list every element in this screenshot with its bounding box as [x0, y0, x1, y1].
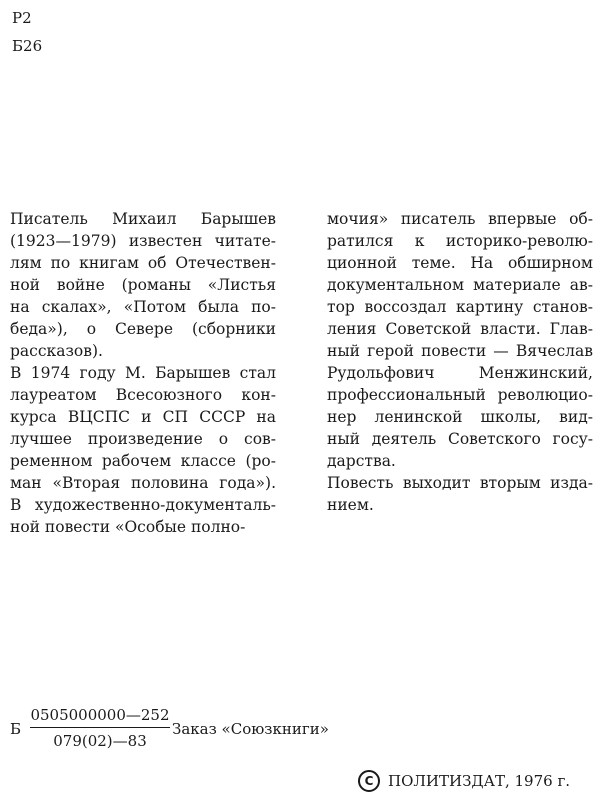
classification-code-1: Р2	[12, 9, 32, 27]
annotation-line: Писатель Михаил Барышев	[10, 210, 276, 228]
annotation-line: лям по книгам об Отечествен-	[10, 254, 276, 272]
annotation-line: дарства.	[327, 452, 396, 470]
annotation-line: беда»), о Севере (сборники	[10, 320, 276, 338]
annotation-line: В художественно-документаль-	[10, 496, 276, 514]
copyright-icon: C	[358, 770, 380, 792]
annotation-line: ционной теме. На обширном	[327, 254, 593, 272]
annotation-line: на скалах», «Потом была по-	[10, 298, 276, 316]
fraction-bar	[30, 727, 170, 728]
annotation-line: ратился к историко-револю-	[327, 232, 593, 250]
imprint-fraction	[30, 706, 170, 750]
imprint-denominator: 079(02)—83	[53, 732, 147, 750]
classification-codes	[12, 4, 42, 60]
annotation-line: ной войне (романы «Листья	[10, 276, 276, 294]
imprint-letter: Б	[10, 720, 22, 738]
annotation-line: курса ВЦСПС и СП СССР на	[10, 408, 276, 426]
publisher-text: ПОЛИТИЗДАТ, 1976 г.	[388, 772, 571, 790]
imprint-order: Заказ «Союзкниги»	[172, 720, 329, 738]
annotation-line: профессиональный революцио-	[327, 386, 593, 404]
annotation-line: ременном рабочем классе (ро-	[10, 452, 276, 470]
annotation-line: тор воссоздал картину станов-	[327, 298, 593, 316]
annotation-line: лучшее произведение о сов-	[10, 430, 276, 448]
publisher-line	[358, 770, 570, 792]
annotation-line: нием.	[327, 496, 374, 514]
annotation-line: мочия» писатель впервые об-	[327, 210, 593, 228]
annotation-line: (1923—1979) известен читате-	[10, 232, 276, 250]
annotation-line: лауреатом Всесоюзного кон-	[10, 386, 276, 404]
annotation-line: В 1974 году М. Барышев стал	[10, 364, 276, 382]
annotation-line: ной повести «Особые полно-	[10, 518, 246, 536]
annotation-line: ный деятель Советского госу-	[327, 430, 593, 448]
annotation-line: Рудольфович Менжинский,	[327, 364, 593, 382]
classification-code-2: Б26	[12, 37, 43, 55]
annotation-left-column	[10, 208, 276, 538]
annotation-line: Повесть выходит вторым изда-	[327, 474, 593, 492]
annotation-right-column	[327, 208, 593, 516]
annotation-line: документальном материале ав-	[327, 276, 593, 294]
imprint-numerator: 0505000000—252	[30, 706, 170, 724]
imprint-code	[10, 706, 590, 756]
annotation-line: нер ленинской школы, вид-	[327, 408, 593, 426]
annotation-line: ман «Вторая половина года»).	[10, 474, 276, 492]
annotation-line: ления Советской власти. Глав-	[327, 320, 593, 338]
annotation-line: ный герой повести — Вячеслав	[327, 342, 593, 360]
annotation-line: рассказов).	[10, 342, 103, 360]
